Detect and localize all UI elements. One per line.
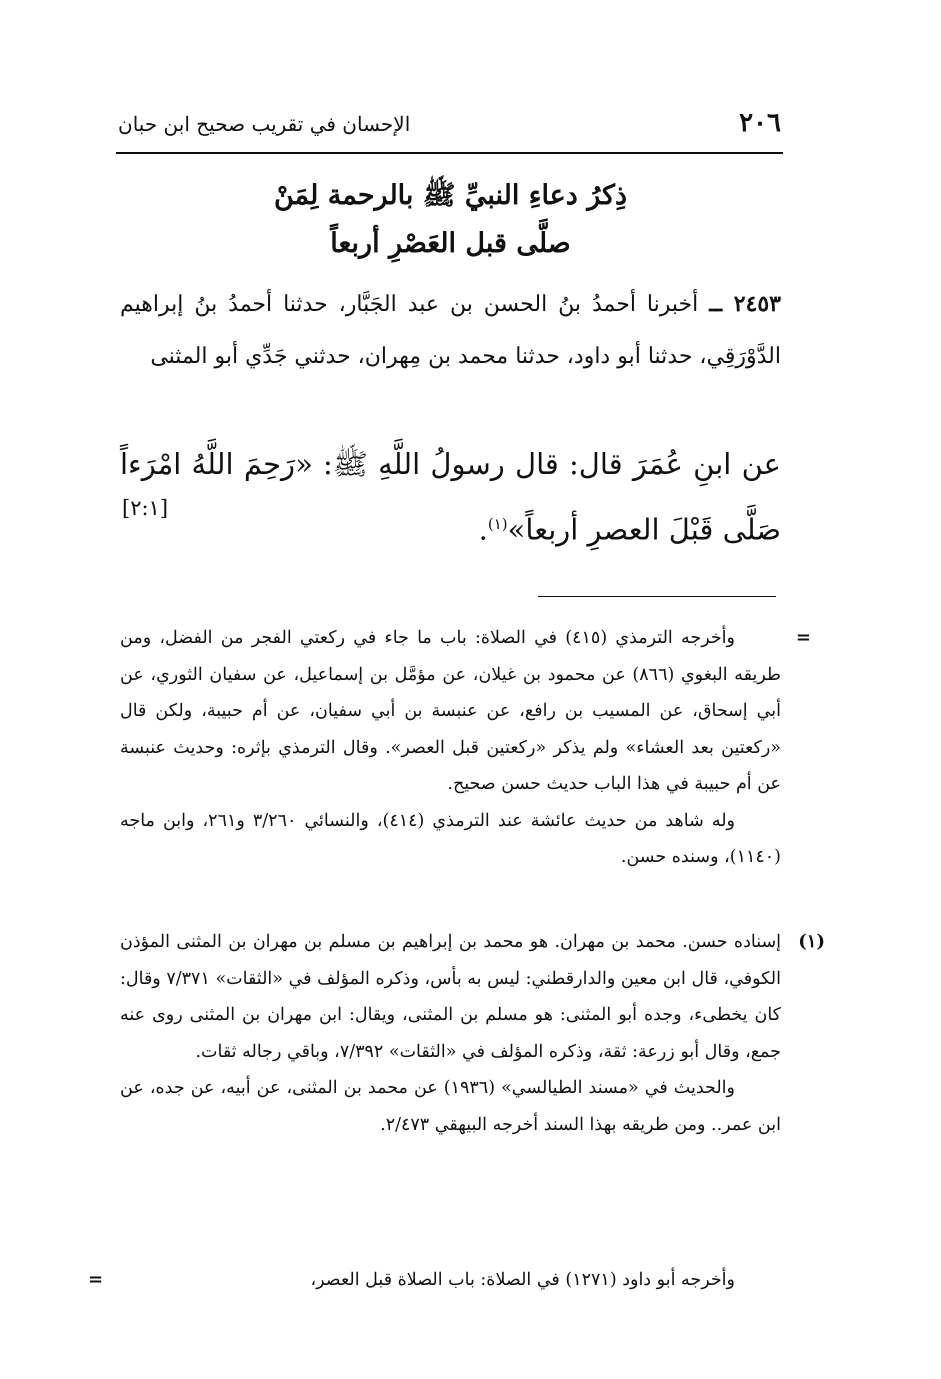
footnote-continuation	[120, 620, 811, 876]
footnote-paragraph: والحديث في «مسند الطيالسي» (١٩٣٦) عن محمد بن المثنى، عن أبيه، عن جده، عن ابن عمر.. ومن طريقه بهذا السند أخرجه البيهقي ٢/٤٧٣.	[120, 1078, 781, 1135]
footnote-1	[120, 924, 825, 1143]
chapter-title	[120, 172, 781, 268]
chapter-title-line-2: صلَّى قبل العَصْرِ أربعاً	[330, 228, 571, 259]
matn-end: .	[478, 512, 488, 547]
footnote-1-marker: (١)	[798, 931, 825, 952]
hadith-reference: [٢:١]	[122, 496, 169, 520]
chapter-title-line-1: ذِكرُ دعاءِ النبيِّ ﷺ بالرحمة لِمَنْ	[273, 180, 627, 211]
hadith-matn	[120, 434, 781, 560]
continued-marker: =	[88, 1269, 104, 1290]
page-number: ٢٠٦	[739, 108, 781, 138]
header-rule	[116, 152, 783, 154]
isnad-text: أخبرنا أحمدُ بنُ الحسن بن عبد الجَبَّار، حدثنا أحمدُ بنُ إبراهيم الدَّوْرَقِي، حدثنا أبو داود، حدثنا محمد بن مِهران، حدثني جَدِّي أبو المثنى	[120, 292, 781, 369]
continuation-marker: =	[795, 627, 811, 648]
hadith-number: ٢٤٥٣ ــ	[709, 291, 781, 317]
footnote-rule	[538, 596, 776, 597]
footnote-paragraph: وله شاهد من حديث عائشة عند الترمذي (٤١٤)، والنسائي ٣/٢٦٠ و٢٦١، وابن ماجه (١١٤٠)، وسنده حسن.	[120, 810, 781, 867]
footnote-paragraph: وأخرجه أبو داود (١٢٧١) في الصلاة: باب الصلاة قبل العصر،	[310, 1270, 735, 1290]
footnote-paragraph: إسناده حسن. محمد بن مهران. هو محمد بن إبراهيم بن مسلم بن مهران بن المثنى المؤذن الكوفي، قال ابن معين والدارقطني: ليس به بأس، وذكره المؤلف في «الثقات» ٧/٣٧١ وقال: كان يخطىء، وجده أبو المثنى: هو مسلم بن المثنى، ويقال: ابن مهران بن المثنى روى عنه جمع، وقال أبو زرعة: ثقة، وذكره المؤلف في «الثقات» ٧/٣٩٢، وباقي رجاله ثقات.	[120, 932, 781, 1062]
matn-text: عن ابنِ عُمَرَ قال: قال رسولُ اللَّهِ ﷺ: «رَحِمَ اللَّهُ امْرَءاً صَلَّى قَبْلَ العصرِ أربعاً»	[120, 447, 781, 547]
hadith-isnad	[120, 278, 781, 383]
footnote-tail	[88, 1262, 781, 1299]
footnote-ref: (١)	[487, 515, 508, 533]
running-title: الإحسان في تقريب صحيح ابن حبان	[118, 112, 411, 136]
footnote-paragraph: وأخرجه الترمذي (٤١٥) في الصلاة: باب ما جاء في ركعتي الفجر من الفضل، ومن طريقه البغوي (٨٦٦) عن محمود بن غيلان، عن مؤمَّل بن إسماعيل، عن سفيان الثوري، عن أبي إسحاق، عن المسيب بن رافع، عن عنبسة بن أبي سفيان، عن أم حبيبة، ولكن قال «ركعتين بعد العشاء» ولم يذكر «ركعتين قبل العصر». وقال الترمذي بإثره: وحديث عنبسة عن أم حبيبة في هذا الباب حديث حسن صحيح.	[120, 628, 781, 794]
